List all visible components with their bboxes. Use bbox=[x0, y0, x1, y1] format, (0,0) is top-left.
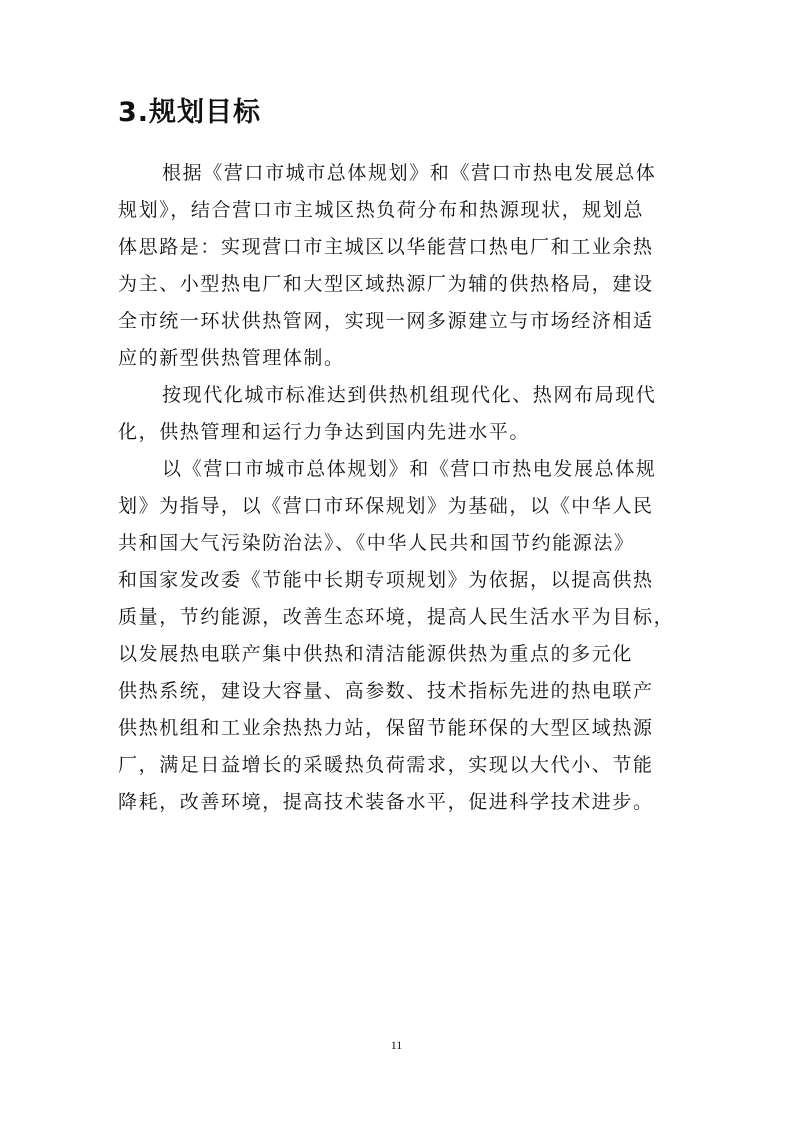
text-line: 以《营口市城市总体规划》和《营口市热电发展总体规 bbox=[162, 458, 657, 480]
page-number: 11 bbox=[390, 1038, 403, 1052]
text-line: 规划》，结合营口市主城区热负荷分布和热源现状，规划总 bbox=[118, 199, 645, 221]
text-line: 应的新型供热管理体制。 bbox=[118, 347, 345, 369]
text-line: 共和国大气污染防治法》、《中华人民共和国节约能源法》 bbox=[118, 532, 635, 554]
text-line: 全市统一环状供热管网，实现一网多源建立与市场经济相适 bbox=[118, 310, 654, 332]
paragraph-planning-approach bbox=[118, 155, 698, 377]
text-line: 化，供热管理和运行力争达到国内先进水平。 bbox=[118, 421, 531, 443]
text-line: 为主、小型热电厂和大型区域热源厂为辅的供热格局，建设 bbox=[118, 273, 654, 295]
text-line: 供热系统，建设大容量、高参数、技术指标先进的热电联产 bbox=[118, 680, 654, 702]
text-line: 根据《营口市城市总体规划》和《营口市热电发展总体 bbox=[162, 162, 657, 184]
text-line: 质量，节约能源，改善生态环境，提高人民生活水平为目标， bbox=[118, 606, 675, 628]
body-text bbox=[118, 155, 698, 821]
text-line: 厂，满足日益增长的采暖热负荷需求，实现以大代小、节能 bbox=[118, 754, 654, 776]
text-line: 按现代化城市标准达到供热机组现代化、热网布局现代 bbox=[162, 384, 657, 406]
paragraph-planning-basis bbox=[118, 451, 698, 821]
text-line: 体思路是：实现营口市主城区以华能营口热电厂和工业余热 bbox=[118, 236, 654, 258]
paragraph-modernization-standard bbox=[118, 377, 698, 451]
text-line: 和国家发改委《节能中长期专项规划》为依据，以提高供热 bbox=[118, 569, 654, 591]
text-line: 降耗，改善环境，提高技术装备水平，促进科学技术进步。 bbox=[118, 791, 654, 813]
section-heading: 3.规划目标 bbox=[118, 97, 262, 128]
text-line: 以发展热电联产集中供热和清洁能源供热为重点的多元化 bbox=[118, 643, 634, 665]
text-line: 供热机组和工业余热热力站，保留节能环保的大型区域热源 bbox=[118, 717, 654, 739]
text-line: 划》为指导，以《营口市环保规划》为基础，以《中华人民 bbox=[118, 495, 654, 517]
